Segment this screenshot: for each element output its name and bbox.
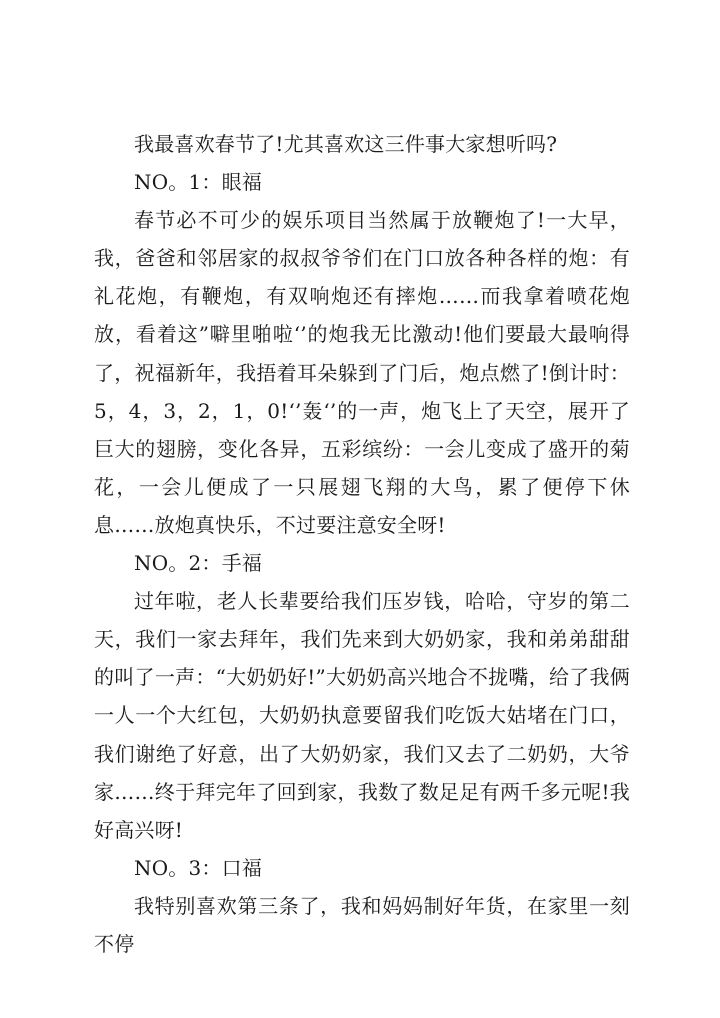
section-2-paragraph: 过年啦，老人长辈要给我们压岁钱，哈哈，守岁的第二天，我们一家去拜年，我们先来到大奶奶家，我和弟弟甜甜的叫了一声：“大奶奶好!”大奶奶高兴地合不拢嘴，给了我俩一人一个大红包，大奶奶执意要留我们吃饭大姑堵在门口，我们谢绝了好意，出了大奶奶家，我们又去了二奶奶，大爷家……终于拜完年了回到家，我数了数足足有两千多元呢!我好高兴呀! xyxy=(94,589,630,842)
section-3-paragraph: 我特别喜欢第三条了，我和妈妈制好年货，在家里一刻不停 xyxy=(94,893,630,956)
section-2-heading: NO。2：手福 xyxy=(134,551,263,576)
section-3-heading: NO。3：口福 xyxy=(134,855,263,880)
section-1-heading: NO。1：眼福 xyxy=(134,170,263,195)
article-body xyxy=(94,125,630,963)
section-1-paragraph: 春节必不可少的娱乐项目当然属于放鞭炮了!一大早，我，爸爸和邻居家的叔叔爷爷们在门口放各种各样的炮：有礼花炮，有鞭炮，有双响炮还有摔炮……而我拿着喷花炮放，看着这”噼里啪啦‘’的炮我无比激动!他们要最大最响得了，祝福新年，我捂着耳朵躲到了门后，炮点燃了!倒计时：5，4，3，2，1，0!‘’轰‘’的一声，炮飞上了天空，展开了巨大的翅膀，变化各异，五彩缤纷：一会儿变成了盛开的菊花，一会儿便成了一只展翅飞翔的大鸟，累了便停下休息……放炮真快乐，不过要注意安全呀! xyxy=(94,208,630,537)
intro-paragraph: 我最喜欢春节了!尤其喜欢这三件事大家想听吗? xyxy=(134,132,558,156)
